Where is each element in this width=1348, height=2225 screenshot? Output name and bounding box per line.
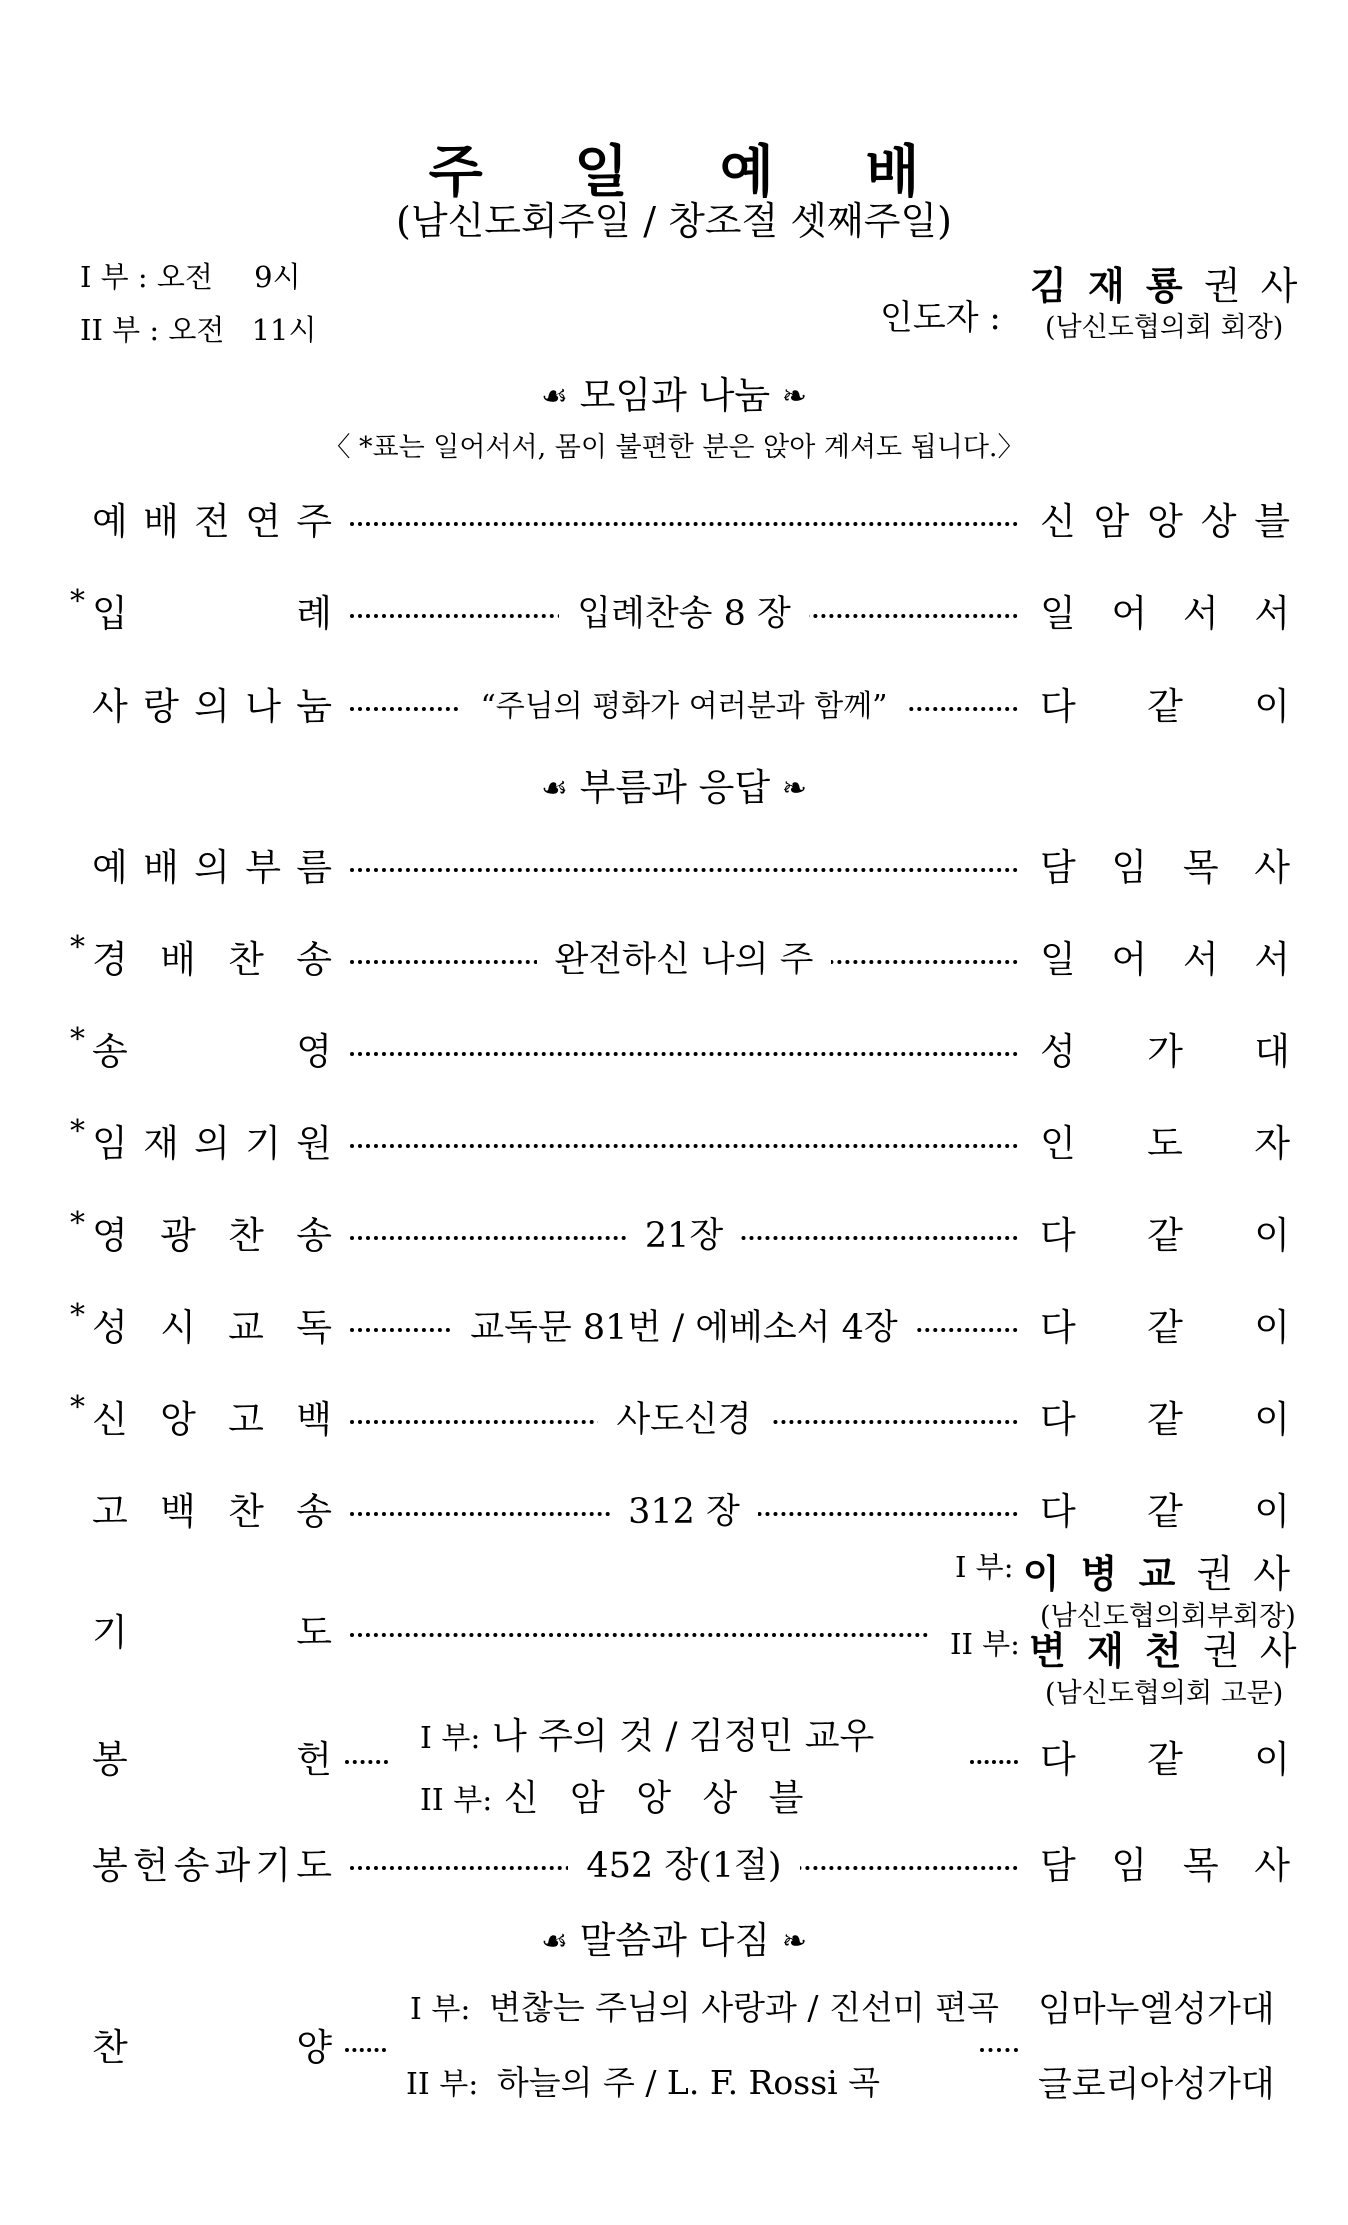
service-label: I 부 : 오전: [80, 260, 213, 294]
section-title: 모임과 나눔: [579, 374, 771, 417]
offering-part: II 부:: [420, 1783, 493, 1818]
section-heading-word: [0, 1910, 1348, 1964]
leader-person: 김 재 룡: [1030, 263, 1187, 308]
offering-line-2: [420, 1770, 813, 1821]
row-responsible: 신 암 앙 상 블: [1040, 500, 1290, 543]
standing-marker: *: [70, 584, 85, 619]
order-row-offertory-prayer: [0, 1836, 1348, 1896]
ornament-right-icon: ❧: [781, 1924, 808, 1959]
row-responsible: 인 도 자: [1040, 1122, 1290, 1165]
row-responsible: 일 어 서 서: [1040, 592, 1290, 635]
row-responsible: 다 같 이: [1040, 1306, 1290, 1349]
offering-text: 나 주의 것 / 김정민 교우: [491, 1716, 875, 1757]
row-responsible: 다 같 이: [1040, 685, 1290, 728]
offering-text: 신 암 앙 상 블: [503, 1778, 814, 1819]
dot-leader: [350, 1144, 1018, 1148]
row-label: 신 앙 고 백: [92, 1398, 332, 1441]
order-row-entrance: [0, 584, 1348, 644]
row-label: 경 배 찬 송: [92, 938, 332, 981]
section-title: 말씀과 다짐: [579, 1919, 771, 1962]
row-responsible: 다 같 이: [1040, 1398, 1290, 1441]
anthem-performer-1: 임마누엘성가대: [1038, 1990, 1275, 2030]
order-row-hymn-of-confession: [0, 1482, 1348, 1542]
standing-marker: *: [70, 1298, 85, 1333]
standing-marker: *: [70, 1206, 85, 1241]
anthem-line-1: [410, 1982, 999, 2029]
leader-label: 인도자 :: [880, 298, 1001, 338]
order-row-responsive-reading: [0, 1298, 1348, 1358]
leader-title: 권 사: [1203, 264, 1302, 308]
leader-note: (남신도협의회 회장): [1045, 312, 1284, 343]
row-label: 성 시 교 독: [92, 1306, 332, 1349]
section-heading-call-response: [0, 757, 1348, 811]
anthem-text: 변찮는 주님의 사랑과 / 진선미 편곡: [488, 1988, 999, 2027]
offering-line-1: [420, 1708, 874, 1759]
order-row-creed: [0, 1390, 1348, 1450]
dot-leader: [345, 2048, 386, 2052]
service-time-1: [80, 255, 301, 296]
standing-marker: *: [70, 1022, 85, 1057]
standing-marker: *: [70, 930, 85, 965]
order-row-hymn-of-glory: [0, 1206, 1348, 1266]
row-content: 입례찬송 8 장: [350, 584, 1018, 644]
prayer-part: I 부:: [955, 1550, 1014, 1584]
dot-leader: [345, 1760, 388, 1764]
anthem-part: II 부:: [406, 2067, 479, 2102]
dot-leader: [350, 868, 1018, 872]
dot-leader: [350, 522, 1018, 526]
row-content: 완전하신 나의 주: [350, 930, 1018, 990]
prayer-name: 이 병 교 권 사: [1022, 1551, 1295, 1596]
order-row-hymn-of-praise: [0, 930, 1348, 990]
row-content: 21장: [350, 1206, 1018, 1266]
row-content: “주님의 평화가 여러분과 함께”: [350, 677, 1018, 737]
service-label: II 부 : 오전: [80, 313, 225, 347]
dot-leader: [350, 1052, 1018, 1056]
dot-leader: [980, 2048, 1018, 2052]
row-responsible: 다 같 이: [1040, 1490, 1290, 1533]
standing-marker: *: [70, 1114, 85, 1149]
anthem-line-2: [406, 2057, 880, 2104]
row-label: 기 도: [92, 1611, 332, 1654]
row-label: 예 배 의 부 름: [92, 846, 332, 889]
anthem-performer-2: 글로리아성가대: [1038, 2065, 1275, 2105]
row-content: 사도신경: [350, 1390, 1018, 1450]
order-row-call-to-worship: [0, 838, 1348, 898]
row-label: 송 영: [92, 1030, 332, 1073]
order-row-sharing: [0, 677, 1348, 737]
ornament-right-icon: ❧: [781, 379, 808, 414]
service-time: 9시: [254, 260, 301, 294]
prayer-leader-1: [955, 1543, 1294, 1598]
row-responsible: 담 임 목 사: [1040, 1844, 1290, 1887]
row-label: 고 백 찬 송: [92, 1490, 332, 1533]
page-title: 주 일 예 배: [428, 139, 956, 205]
page-subtitle: (남신도회주일 / 창조절 셋째주일): [396, 199, 952, 243]
offering-part: I 부:: [420, 1721, 481, 1756]
leader-name: [1030, 255, 1301, 310]
prayer-name: 변 재 천 권 사: [1029, 1628, 1301, 1673]
row-label: 영 광 찬 송: [92, 1214, 332, 1257]
section-heading-gathering: [0, 365, 1348, 419]
row-responsible: 다 같 이: [1040, 1214, 1290, 1257]
row-label: 예 배 전 연 주: [92, 500, 332, 543]
row-label: 찬 양: [92, 2026, 332, 2069]
row-content: 452 장(1절): [350, 1836, 1018, 1896]
row-label: 봉 헌: [92, 1738, 332, 1781]
service-time-2: [80, 308, 317, 349]
row-label: 입 례: [92, 592, 332, 635]
order-row-invocation: [0, 1114, 1348, 1174]
order-row-prelude: [0, 492, 1348, 552]
prayer-leader-2: [950, 1620, 1300, 1675]
row-responsible: 다 같 이: [1040, 1738, 1290, 1781]
row-responsible: 일 어 서 서: [1040, 938, 1290, 981]
standing-marker: *: [70, 1390, 85, 1425]
anthem-part: I 부:: [410, 1992, 471, 2027]
row-content: 312 장: [350, 1482, 1018, 1542]
row-responsible: 성 가 대: [1040, 1030, 1290, 1073]
prayer-part: II 부:: [950, 1627, 1020, 1661]
row-label: 사 랑 의 나 눔: [92, 685, 332, 728]
row-label: 봉 헌 송 과 기 도: [92, 1844, 332, 1887]
row-responsible: 담 임 목 사: [1040, 846, 1290, 889]
section-title: 부름과 응답: [579, 766, 771, 809]
ornament-left-icon: ☙: [540, 771, 568, 806]
section-notice: 〈 *표는 일어서서, 몸이 불편한 분은 앉아 계셔도 됩니다.〉: [323, 432, 1025, 463]
ornament-left-icon: ☙: [540, 1924, 568, 1959]
ornament-left-icon: ☙: [540, 379, 568, 414]
ornament-right-icon: ❧: [781, 771, 808, 806]
prayer-note-2: (남신도협의회 고문): [1045, 1678, 1284, 1709]
prayer-note-1: (남신도협의회부회장): [1040, 1601, 1296, 1632]
dot-leader: [970, 1760, 1018, 1764]
service-time: 11시: [251, 313, 317, 347]
dot-leader: [350, 1633, 928, 1637]
row-label: 임 재 의 기 원: [92, 1122, 332, 1165]
row-content: 교독문 81번 / 에베소서 4장: [350, 1298, 1018, 1358]
anthem-text: 하늘의 주 / L. F. Rossi 곡: [496, 2063, 881, 2102]
order-row-doxology: [0, 1022, 1348, 1082]
